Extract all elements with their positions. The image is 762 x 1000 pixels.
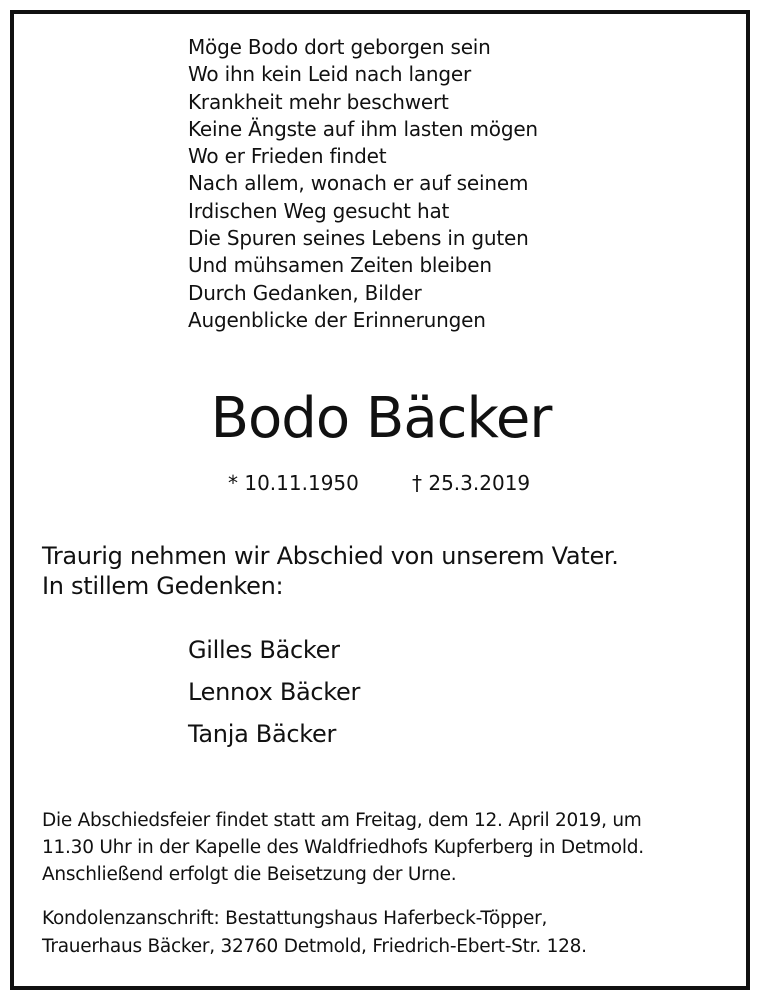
mourner-name: Gilles Bäcker <box>188 636 340 664</box>
poem-line: Keine Ängste auf ihm lasten mögen <box>188 116 538 141</box>
farewell-message <box>42 541 619 601</box>
ceremony-line: 11.30 Uhr in der Kapelle des Waldfriedhofs Kupferberg in Detmold. <box>42 837 644 858</box>
condolence-line: Trauerhaus Bäcker, 32760 Detmold, Friedrich-Ebert-Str. 128. <box>42 936 587 957</box>
memorial-poem <box>188 34 538 334</box>
deceased-name: Bodo Bäcker <box>210 386 552 451</box>
poem-line: Augenblicke der Erinnerungen <box>188 307 486 332</box>
poem-line: Wo ihn kein Leid nach langer <box>188 62 472 87</box>
poem-line: Krankheit mehr beschwert <box>188 89 449 114</box>
mourner-name: Tanja Bäcker <box>188 720 337 748</box>
poem-line: Durch Gedanken, Bilder <box>188 280 422 305</box>
condolence-line: Kondolenzanschrift: Bestattungshaus Haferbeck-Töpper, <box>42 908 548 929</box>
ceremony-line: Die Abschiedsfeier findet statt am Freitag, dem 12. April 2019, um <box>42 810 642 831</box>
poem-line: Und mühsamen Zeiten bleiben <box>188 253 492 278</box>
mourners-list <box>188 629 360 755</box>
ceremony-notice <box>42 807 644 888</box>
death-date: † 25.3.2019 <box>412 471 531 495</box>
birth-date: * 10.11.1950 <box>228 471 359 495</box>
poem-line: Nach allem, wonach er auf seinem <box>188 171 529 196</box>
ceremony-line: Anschließend erfolgt die Beisetzung der Urne. <box>42 864 457 885</box>
poem-line: Möge Bodo dort geborgen sein <box>188 35 491 59</box>
condolence-address <box>42 905 587 961</box>
mourner-name: Lennox Bäcker <box>188 678 361 706</box>
farewell-line: Traurig nehmen wir Abschied von unserem Vater. <box>42 542 619 570</box>
poem-line: Die Spuren seines Lebens in guten <box>188 226 529 251</box>
poem-line: Wo er Frieden findet <box>188 144 387 169</box>
farewell-line: In stillem Gedenken: <box>42 572 284 600</box>
poem-line: Irdischen Weg gesucht hat <box>188 198 450 223</box>
